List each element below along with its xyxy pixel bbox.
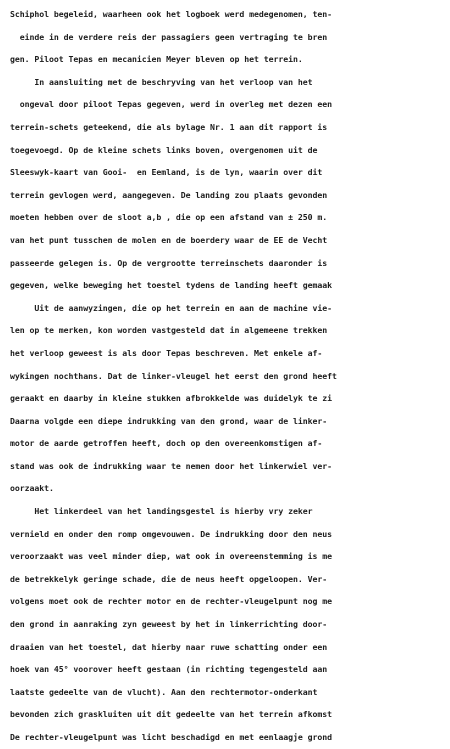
text-line: terrein gevlogen werd, aangegeven. De landing zou plaats gevonden bbox=[10, 189, 328, 200]
text-line: bevonden zich graskluiten uit dit gedeelte van het terrein afkomst bbox=[10, 709, 333, 720]
text-line: de betrekkelyk geringe schade, die de neus heeft opgeloopen. Ver- bbox=[10, 573, 328, 584]
text-line: Uit de aanwyzingen, die op het terrein en aan de machine vie- bbox=[10, 302, 333, 313]
text-line: van het punt tusschen de molen en de boerdery waar de EE de Vecht bbox=[10, 234, 328, 245]
text-line: terrein-schets geteekend, die als bylage Nr. 1 aan dit rapport is bbox=[10, 121, 328, 132]
text-line: den grond in aanraking zyn geweest by het in linkerrichting door- bbox=[10, 619, 328, 630]
text-line: gen. Piloot Tepas en mecanicien Meyer bleven op het terrein. bbox=[10, 54, 303, 65]
text-line: einde in de verdere reis der passagiers geen vertraging te bren bbox=[10, 31, 328, 42]
text-line: oorzaakt. bbox=[10, 483, 54, 494]
text-line: Sleeswyk-kaart van Gooi- en Eemland, is de lyn, waarin over dit bbox=[10, 167, 323, 178]
text-line: De rechter-vleugelpunt was licht beschadigd en met eenlaagje grond bbox=[10, 732, 333, 742]
text-line: draaien van het toestel, dat hierby naar ruwe schatting onder een bbox=[10, 641, 328, 652]
text-line: motor de aarde getroffen heeft, doch op den overeenkomstigen af- bbox=[10, 438, 323, 449]
text-line: passeerde gelegen is. Op de vergrootte terreinschets daaronder is bbox=[10, 257, 328, 268]
text-line: volgens moet ook de rechter motor en de rechter-vleugelpunt nog me bbox=[10, 596, 333, 607]
text-line: het verloop geweest is als door Tepas beschreven. Met enkele af- bbox=[10, 347, 323, 358]
text-line: vernield en onder den romp omgevouwen. De indrukking door den neus bbox=[10, 528, 333, 539]
text-line: In aansluiting met de beschryving van het verloop van het bbox=[10, 76, 313, 87]
typewritten-text-block bbox=[10, 3, 442, 749]
text-line: Schiphol begeleid, waarheen ook het logboek werd medegenomen, ten- bbox=[10, 9, 333, 19]
text-line: laatste gedeelte van de vlucht). Aan den rechtermotor-onderkant bbox=[10, 686, 318, 697]
text-line: wykingen nochthans. Dat de linker-vleugel het eerst den grond heeft bbox=[10, 370, 337, 381]
text-line: Daarna volgde een diepe indrukking van den grond, waar de linker- bbox=[10, 415, 328, 426]
text-line: len op te merken, kon worden vastgesteld dat in algemeene trekken bbox=[10, 325, 328, 336]
text-line: moeten hebben over de sloot a,b , die op een afstand van ± 250 m. bbox=[10, 212, 328, 223]
text-line: ongeval door piloot Tepas gegeven, werd in overleg met dezen een bbox=[10, 99, 333, 110]
text-line: toegevoegd. Op de kleine schets links boven, overgenomen uit de bbox=[10, 144, 318, 155]
text-line: veroorzaakt was veel minder diep, wat ook in overeenstemming is me bbox=[10, 551, 333, 562]
text-line: gegeven, welke beweging het toestel tydens de landing heeft gemaak bbox=[10, 280, 333, 291]
text-line: stand was ook de indrukking waar te nemen door het linkerwiel ver- bbox=[10, 460, 333, 471]
text-line: geraakt en daarby in kleine stukken afbrokkelde was duidelyk te zi bbox=[10, 393, 333, 404]
text-line: hoek van 45° voorover heeft gestaan (in richting tegengesteld aan bbox=[10, 664, 328, 675]
text-line: Het linkerdeel van het landingsgestel is hierby vry zeker bbox=[10, 506, 313, 517]
